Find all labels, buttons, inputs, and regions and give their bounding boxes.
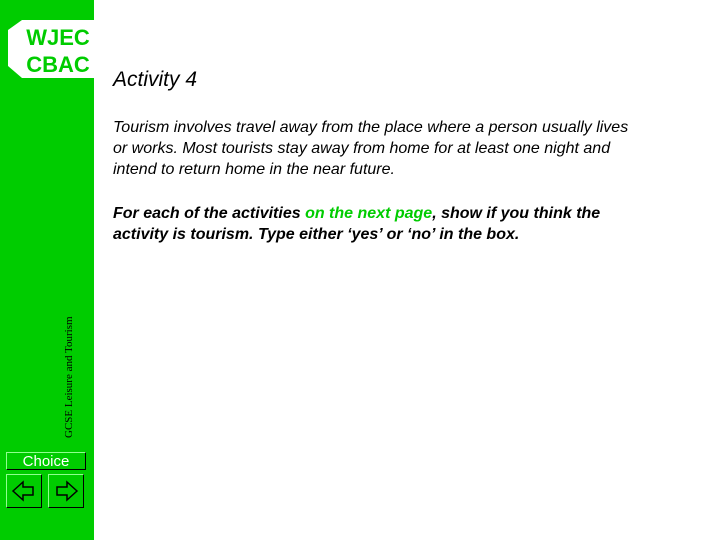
previous-button[interactable] (6, 474, 42, 508)
page-title: Activity 4 (113, 68, 198, 91)
arrow-left-icon (11, 479, 37, 503)
choice-button[interactable]: Choice (6, 452, 86, 470)
instruction-text-start: For each of the activities (113, 205, 306, 222)
sidebar (0, 0, 94, 540)
logo-text-line2: CBAC (26, 52, 90, 77)
sidebar-course-label: GCSE Leisure and Tourism (63, 316, 75, 438)
arrow-right-icon (53, 479, 79, 503)
next-page-link[interactable]: on the next page (305, 205, 433, 222)
next-button[interactable] (48, 474, 84, 508)
wjec-cbac-logo (8, 20, 94, 78)
instruction-text-end: , show if you think the activity is tourism. Type either ‘yes’ or ‘no’ in the box. (113, 205, 601, 243)
instruction-paragraph (113, 203, 633, 245)
logo-text-line1: WJEC (26, 25, 90, 50)
intro-paragraph: Tourism involves travel away from the place where a person usually lives or works. Most tourists stay away from home for at least one night and intend to return home in the near future. (113, 119, 629, 178)
